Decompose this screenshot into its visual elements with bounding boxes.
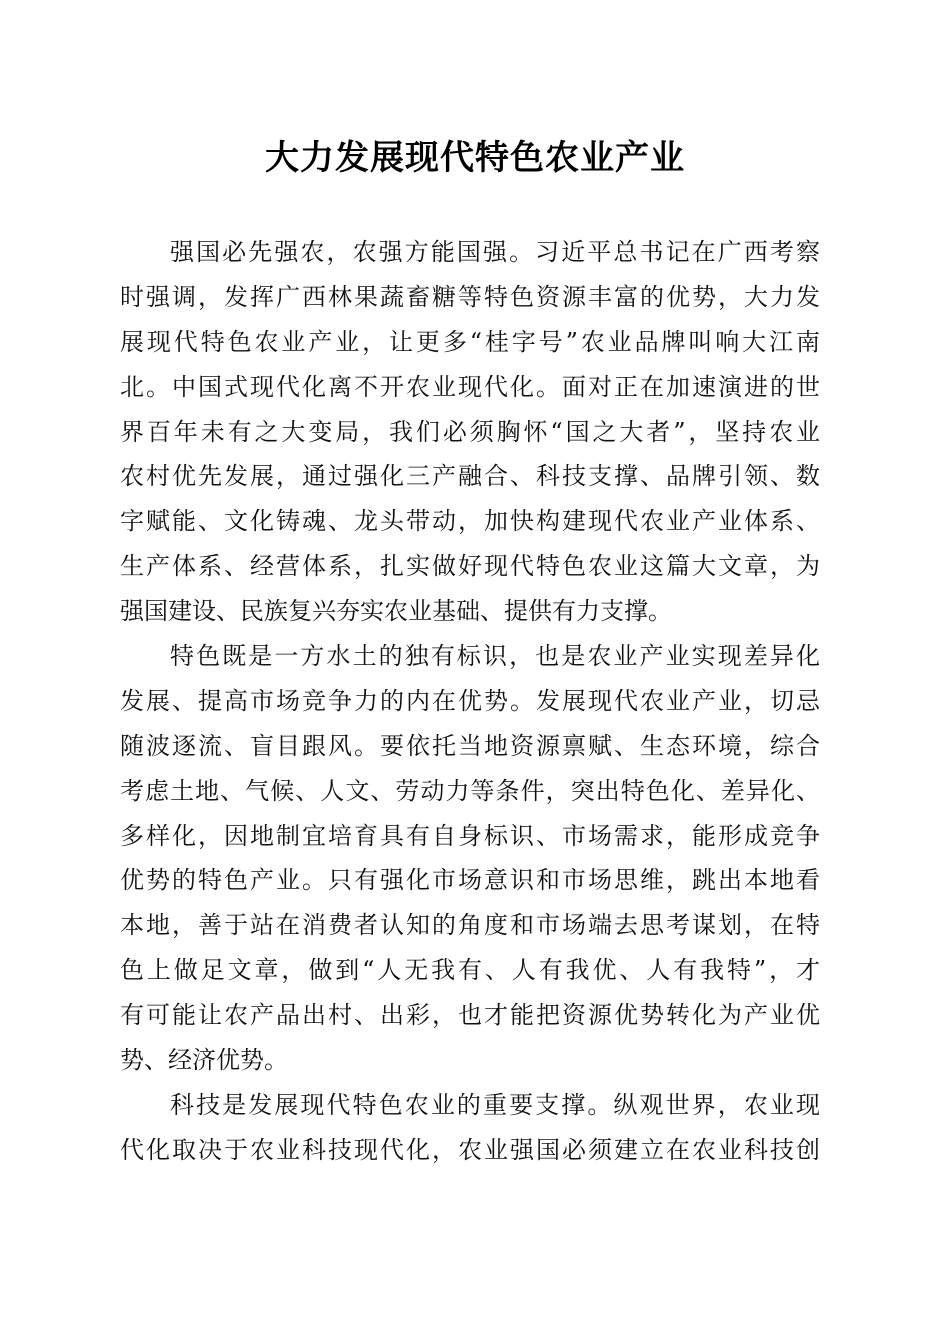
paragraph-line: 生产体系、经营体系，扎实做好现代特色农业这篇大文章，为 xyxy=(120,552,820,581)
paragraph-line: 北。中国式现代化离不开农业现代化。面对正在加速演进的世 xyxy=(120,372,820,401)
paragraph-line: 色上做足文章，做到“人无我有、人有我优、人有我特”，才 xyxy=(120,956,820,985)
paragraph-line: 界百年未有之大变局，我们必须胸怀“国之大者”，坚持农业 xyxy=(120,417,820,446)
paragraph-line: 强国建设、民族复兴夯实农业基础、提供有力支撑。 xyxy=(120,597,672,626)
paragraph-line: 考虑土地、气候、人文、劳动力等条件，突出特色化、差异化、 xyxy=(120,776,820,805)
paragraph-line: 农村优先发展，通过强化三产融合、科技支撑、品牌引领、数 xyxy=(120,462,820,491)
paragraph-line: 时强调，发挥广西林果蔬畜糖等特色资源丰富的优势，大力发 xyxy=(120,282,820,311)
paragraph-line: 优势的特色产业。只有强化市场意识和市场思维，跳出本地看 xyxy=(120,866,820,895)
paragraph-line: 科技是发展现代特色农业的重要支撑。纵观世界，农业现 xyxy=(170,1090,820,1119)
paragraph-line: 有可能让农产品出村、出彩，也才能把资源优势转化为产业优 xyxy=(120,1001,820,1030)
paragraph-line: 势、经济优势。 xyxy=(120,1046,288,1075)
paragraph-line: 本地，善于站在消费者认知的角度和市场端去思考谋划，在特 xyxy=(120,911,820,940)
paragraph-2 xyxy=(120,634,820,1083)
paragraph-3 xyxy=(120,1083,820,1173)
document-title: 大力发展现代特色农业产业 xyxy=(265,138,685,178)
paragraph-line: 字赋能、文化铸魂、龙头带动，加快构建现代农业产业体系、 xyxy=(120,507,820,536)
paragraph-line: 展现代特色农业产业，让更多“桂字号”农业品牌叫响大江南 xyxy=(120,327,820,356)
paragraph-line: 特色既是一方水土的独有标识，也是农业产业实现差异化 xyxy=(170,642,820,671)
document-body xyxy=(120,230,820,1173)
paragraph-line: 发展、提高市场竞争力的内在优势。发展现代农业产业，切忌 xyxy=(120,686,820,715)
paragraph-line: 随波逐流、盲目跟风。要依托当地资源禀赋、生态环境，综合 xyxy=(120,731,820,760)
paragraph-line: 多样化，因地制宜培育具有自身标识、市场需求，能形成竞争 xyxy=(120,821,820,850)
paragraph-line: 强国必先强农，农强方能国强。习近平总书记在广西考察 xyxy=(170,238,820,266)
paragraph-1 xyxy=(120,230,820,634)
paragraph-line: 代化取决于农业科技现代化，农业强国必须建立在农业科技创 xyxy=(120,1135,820,1164)
